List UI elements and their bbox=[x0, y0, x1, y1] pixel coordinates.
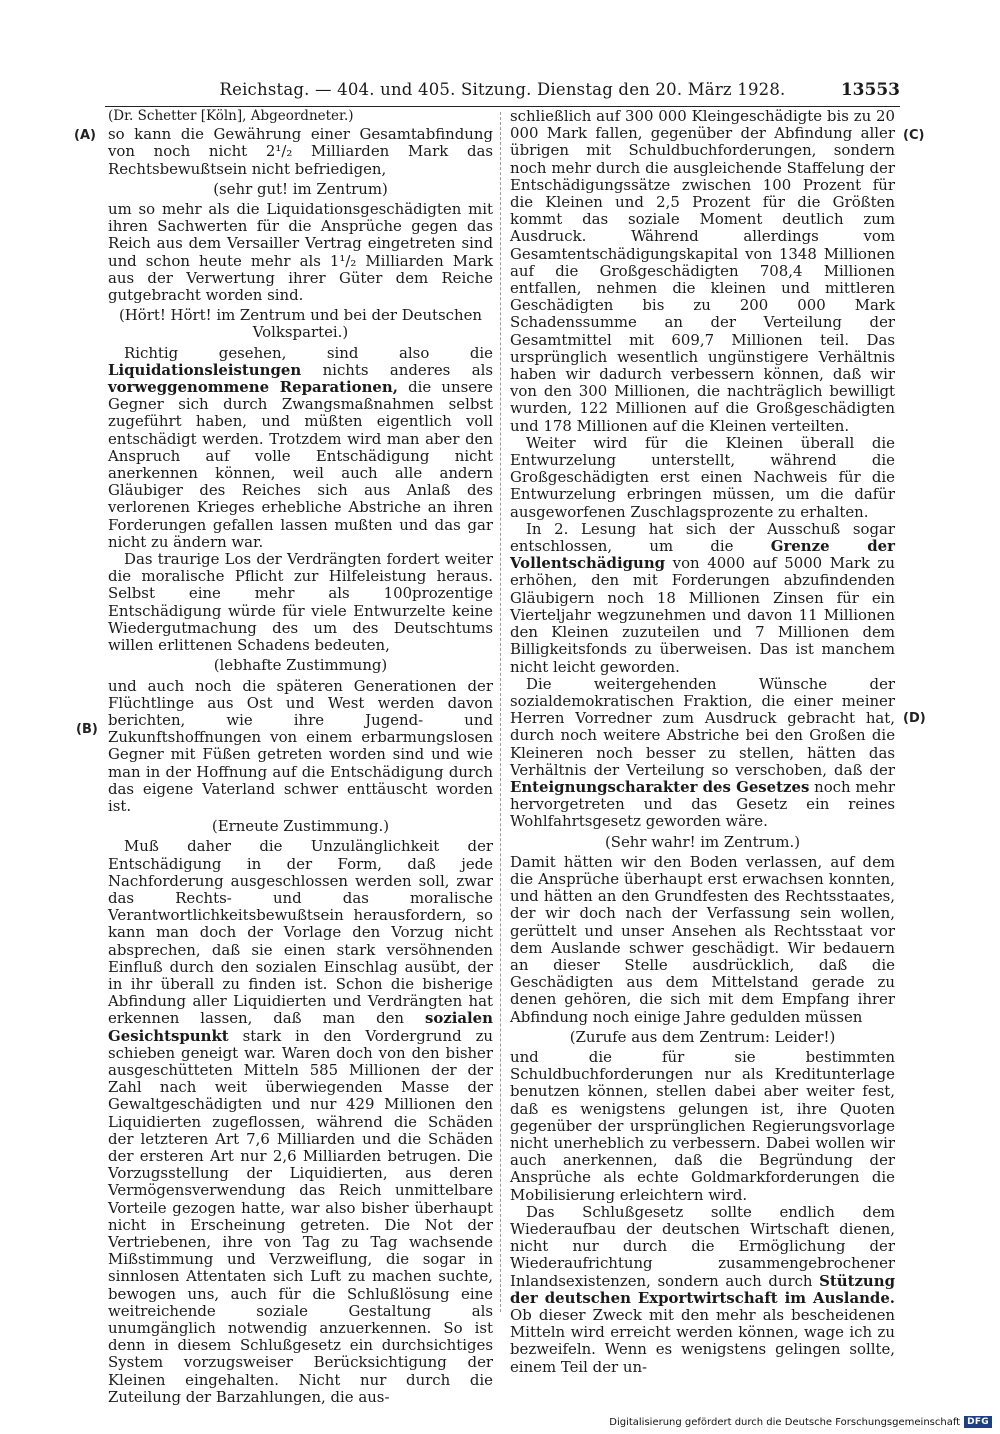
text-run: Das Schlußgesetz sollte endlich dem Wiederaufbau der deutschen Wirtschaft dienen, nicht nur durch die Ermöglichung der Wiederaufrichtung zusammengebrochener Inlandsexistenzen, sondern auch durch bbox=[510, 1202, 895, 1290]
interjection: (sehr gut! im Zentrum) bbox=[213, 179, 388, 198]
column-divider bbox=[500, 112, 501, 1312]
text-run: Muß daher die Unzulänglichkeit der Entschädigung in der Form, daß jede Nachforderung ausgeschlossen werden soll, zwar das Rechts- und das moralische Verantwortlichkeitsbewußtsein herausfordern, so kann man doch der Vorlage den Vorzug nicht absprechen, daß sie einen stark versöhnenden Einfluß durch den sozialen Einschlag ausübt, der in ihr überall zu finden ist. Schon die bisherige Abfindung aller Liquidierten und Verdrängten hat erkennen lassen, daß man den bbox=[108, 837, 493, 1028]
text-run: Ob dieser Zweck mit den mehr als bescheidenen Mitteln wird erreicht werden können, wage ich zu bezweifeln. Wenn es wenigstens gelingen sollte, einem Teil der un- bbox=[510, 1306, 895, 1376]
paragraph: und die für sie bestimmten Schuldbuchforderungen nur als Kreditunterlage benutzen können, stellen dabei aber weiter fest, daß es wenigstens gelungen ist, ihre Quoten gegenüber der ursprünglichen Regierungsvorlage nicht unerheblich zu verbessern. Dabei wollen wir auch anerkennen, daß die Begründung der Ansprüche als echte Goldmarkforderungen die Mobilisierung erleichtern wird. bbox=[510, 1047, 895, 1204]
digitization-footer bbox=[609, 1416, 992, 1428]
margin-marker-c: (C) bbox=[903, 128, 925, 143]
right-column bbox=[510, 108, 895, 1376]
paragraph: um so mehr als die Liquidationsgeschädigten mit ihren Sachwerten für die Ansprüche gegen das Reich aus dem Versailler Vertrag eingetreten sind und schon heute mehr als 1¹/₂ Milliarden Mark aus der Verwertung ihrer Güter dem Reiche gutgebracht worden sind. bbox=[108, 200, 493, 305]
emphasis-text: Stützung der deutschen Exportwirtschaft im Auslande. bbox=[510, 1271, 895, 1307]
page-number: 13553 bbox=[840, 80, 900, 100]
text-run: die unsere Gegner sich durch Zwangsmaßnahmen selbst zugeführt haben, und müßten eigentlich voll entschädigt werden. Trotzdem wird man aber den Anspruch auf volle Entschädigung nicht anerkennen können, weil auch alle andern Gläubiger des Reiches sich aus Anlaß des verlorenen Krieges erhebliche Abstriche an ihren Forderungen gefallen lassen mußten und das gar nicht zu ändern war. bbox=[108, 378, 493, 551]
paragraph: Das traurige Los der Verdrängten fordert weiter die moralische Pflicht zur Hilfeleistung heraus. Selbst eine mehr als 100prozentige Entschädigung würde für viele Entwurzelte keine Wiedergutmachung des um des Deutschtums willen erlittenen Schadens bedeuten, bbox=[108, 550, 493, 655]
emphasis-text: Grenze der Vollentschädigung bbox=[510, 537, 895, 573]
speaker-line: (Dr. Schetter [Köln], Abgeordneter.) bbox=[108, 108, 354, 124]
emphasis-text: Enteignungscharakter des Gesetzes bbox=[510, 777, 810, 796]
emphasis-text: vorweggenommene Reparationen, bbox=[108, 378, 398, 397]
emphasis-text: sozialen Gesichtspunkt bbox=[108, 1009, 493, 1045]
footer-credit: Digitalisierung gefördert durch die Deutsche Forschungsgemeinschaft bbox=[609, 1416, 961, 1428]
text-run: von 4000 auf 5000 Mark zu erhöhen, den mit Forderungen abzufindenden Gläubigern noch 18 Millionen Zinsen für ein Vierteljahr wegzunehmen und davon 11 Millionen den Kleinen zuzuteilen und 7 Millionen dem Billigkeitsfonds zu überweisen. Das ist manchem nicht leicht geworden. bbox=[510, 554, 895, 676]
paragraph: Damit hätten wir den Boden verlassen, auf dem die Ansprüche überhaupt erst erwachsen konnten, und hätten an den Grundfesten des Rechtsstaates, der wir doch nach der Verfassung sein wollen, gerüttelt und unser Ansehen als Rechtsstaat vor dem Auslande schwer geschädigt. Wir bedauern an dieser Stelle ausdrücklich, daß die Geschädigten aus dem Mittelstand gerade zu denen gehören, die sich mit dem Empfang ihrer Abfindung noch einige Jahre gedulden müssen bbox=[510, 852, 895, 1026]
interjection: (lebhafte Zustimmung) bbox=[213, 656, 388, 675]
text-run: Richtig gesehen, sind also die bbox=[124, 343, 493, 362]
text-run: Die weitergehenden Wünsche der sozialdemokratischen Fraktion, die einer meiner Herren Vorredner zum Ausdruck gebracht hat, durch noch weitere Abstriche bei den Großen die Kleineren noch besser zu stellen, hätten das Verhältnis der Verteilung so verschoben, daß der bbox=[510, 674, 895, 779]
page-header bbox=[105, 80, 900, 107]
margin-marker-b: (B) bbox=[76, 722, 98, 737]
interjection: (Sehr wahr! im Zentrum.) bbox=[604, 832, 801, 851]
interjection: (Zurufe aus dem Zentrum: Leider!) bbox=[569, 1027, 836, 1046]
text-run: In 2. Lesung hat sich der Ausschuß sogar entschlossen, um die bbox=[510, 519, 895, 556]
paragraph bbox=[108, 838, 493, 1406]
paragraph: und auch noch die späteren Generationen der Flüchtlinge aus Ost und West werden davon berichten, wie ihre Jugend- und Zukunftshoffnungen von einem erbarmungslosen Gegner mit Füßen getreten worden sind und wie man in der Hoffnung auf die Entschädigung durch das eigene Vaterland schwer enttäuscht worden ist. bbox=[108, 676, 493, 815]
margin-marker-d: (D) bbox=[903, 711, 926, 726]
paragraph bbox=[510, 521, 895, 676]
paragraph: schließlich auf 300 000 Kleingeschädigte bis zu 20 000 Mark fallen, gegenüber der Abfindung aller übrigen mit Schuldbuchforderungen, sondern noch mehr durch die ausgleichende Staffelung der Entschädigungssätze zwischen 100 Prozent für die Kleinen und 2,5 Prozent für die Größten kommt das soziale Moment deutlich zum Ausdruck. Während allerdings vom Gesamtentschädigungskapital von 1348 Millionen auf die Großgeschädigten 708,4 Millionen entfallen, nehmen die kleinen und mittleren Geschädigten bis zu 200 000 Mark Schadenssumme an der Verteilung der Gesamtmittel mit 609,7 Millionen teil. Das ursprünglich wesentlich ungünstigere Verhältnis haben wir dadurch verbessern können, daß wir von den 300 Millionen, die nachträglich bewilligt wurden, 122 Millionen auf die Großgeschädigten und 178 Millionen auf die Kleinen verteilten. bbox=[510, 107, 895, 435]
paragraph: so kann die Gewährung einer Gesamtabfindung von noch nicht 2¹/₂ Milliarden Mark das Rechtsbewußtsein nicht befriedigen, bbox=[108, 125, 493, 178]
paragraph: Weiter wird für die Kleinen überall die Entwurzelung unterstellt, während die Großgeschädigten erst einen Nachweis für die Entwurzelung erbringen müssen, um die dafür ausgeworfenen Zuschlagsprozente zu erhalten. bbox=[510, 433, 895, 521]
margin-marker-a: (A) bbox=[74, 128, 96, 143]
paragraph bbox=[510, 1204, 895, 1376]
paragraph bbox=[108, 345, 493, 551]
interjection: (Erneute Zustimmung.) bbox=[211, 817, 390, 836]
text-run: noch mehr hervorgetreten und das Gesetz ein reines Wohlfahrtsgesetz geworden wäre. bbox=[510, 777, 896, 831]
running-title: Reichstag. — 404. und 405. Sitzung. Dienstag den 20. März 1928. bbox=[219, 80, 786, 99]
text-run: nichts anderes als bbox=[301, 360, 493, 379]
left-column bbox=[108, 108, 493, 1406]
dfg-logo: DFG bbox=[964, 1416, 992, 1428]
interjection: (Hört! Hört! im Zentrum und bei der Deutschen Volkspartei.) bbox=[118, 306, 483, 342]
paragraph bbox=[510, 676, 895, 831]
text-run: stark in den Vordergrund zu schieben geneigt war. Waren doch von den bisher ausgeschütteten Mitteln 585 Millionen der der Zahl nach weit überwiegenden Masse der Gewaltgeschädigten und nur 429 Millionen den Liquidierten zugeflossen, während die Schäden der letzteren Art 7,6 Milliarden und die Schäden der ersteren Art nur 2,6 Milliarden betrugen. Die Vorzugsstellung der Liquidierten, aus deren Vermögensverwendung das Reich unmittelbare Vorteile gezogen hatte, war also bisher überhaupt nicht in Erscheinung getreten. Die Not der Vertriebenen, ihre von Tag zu Tag wachsende Mißstimmung und Verzweiflung, die sogar in sinnlosen Attentaten sich Luft zu machen suchte, bewogen uns, auch für die Schlußlösung eine weitreichende soziale Gestaltung als unumgänglich notwendig anzuerkennen. So ist denn in diesem Schlußgesetz ein durchsichtiges System vorzugsweiser Berücksichtigung der Kleinen eingehalten. Nicht nur durch die Zuteilung der Barzahlungen, die aus- bbox=[108, 1026, 493, 1406]
emphasis-text: Liquidationsleistungen bbox=[108, 360, 302, 379]
